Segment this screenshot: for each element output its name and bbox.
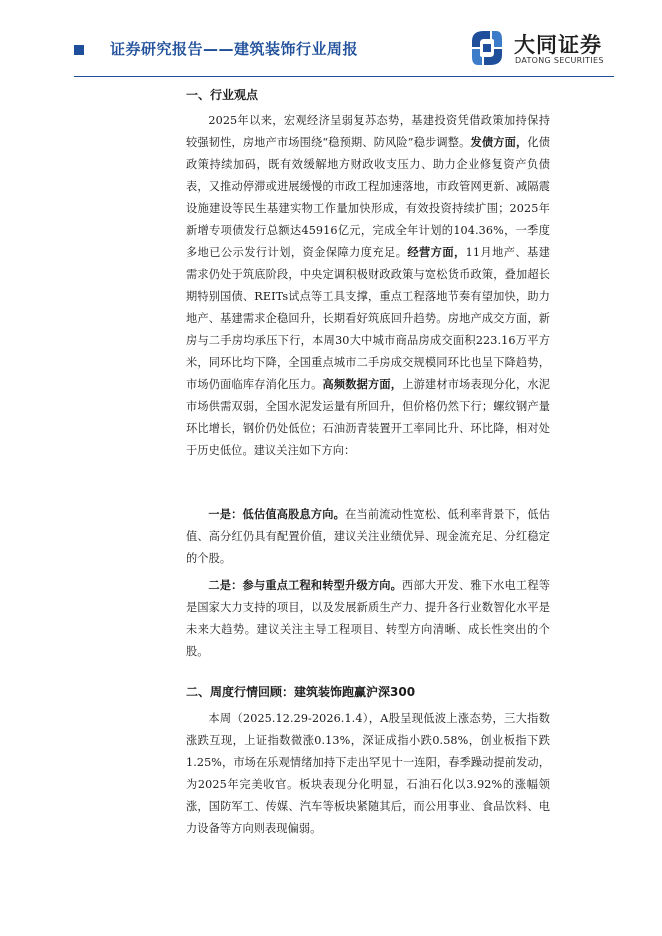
paragraph-direction-one xyxy=(186,504,550,570)
paragraph-direction-two xyxy=(186,575,550,663)
paragraph-text: 11月地产、基建需求仍处于筑底阶段，中央定调积极财政政策与宽松货币政策，叠加超长期特别国债、REITs试点等工具支撑，重点工程落地节奏有望加快，助力地产、基建需求企稳回升，长期看好筑底回升趋势。房地产成交方面，新房与二手房均承压下行，本周30大中城市商品房成交面积223.16万平方米，同环比均下降，全国重点城市二手房成交规模同环比也呈下降趋势，市场仍面临库存消化压力。 xyxy=(186,246,550,391)
paragraph-text: 化债政策持续加码，既有效缓解地方财政收支压力、助力企业修复资产负债表，又推动停滞或进展缓慢的市政工程加速落地，市政管网更新、减隔震设施建设等民生基建实物工作量加快形成，有效投资持续扩围；2025年新增专项债发行总额达45916亿元，完成全年计划的104.36%，一季度多地已公示发行计划，资金保障力度充足。 xyxy=(186,136,550,259)
header-divider xyxy=(74,76,614,77)
report-title: 证券研究报告——建筑装饰行业周报 xyxy=(110,40,359,58)
company-logo xyxy=(466,27,616,73)
label-direction-two: 二是：参与重点工程和转型升级方向。 xyxy=(208,579,403,592)
report-header xyxy=(0,0,662,78)
paragraph-text: 2025年以来，宏观经济呈弱复苏态势，基建投资凭借政策加持保持较强韧性，房地产市场围绕“稳预期、防风险”稳步调整。 xyxy=(186,114,550,149)
label-bond-issuance: 发债方面， xyxy=(470,136,528,149)
label-operations: 经营方面， xyxy=(407,246,466,259)
paragraph-industry-view xyxy=(186,110,550,462)
header-square-marker xyxy=(74,45,84,55)
logo-chinese-name: 大同证券 xyxy=(514,33,602,57)
label-direction-one: 一是：低估值高股息方向。 xyxy=(208,508,346,521)
paragraph-text: 上游建材市场表现分化，水泥市场供需双弱，全国水泥发运量有所回升，但价格仍然下行；螺纹钢产量环比增长，钢价仍处低位；石油沥青装置开工率同比升、环比降，相对处于历史低位。建议关注如下方向： xyxy=(186,378,551,457)
paragraph-text: 西部大开发、雅下水电工程等是国家大力支持的项目，以及发展新质生产力、提升各行业数智化水平是未来大趋势。建议关注主导工程项目、转型方向清晰、成长性突出的个股。 xyxy=(186,579,550,658)
paragraph-weekly-review xyxy=(186,708,550,840)
section-title-weekly-review: 二、周度行情回顾：建筑装饰跑赢沪深300 xyxy=(186,685,416,699)
section-title-industry-view: 一、行业观点 xyxy=(186,88,259,102)
paragraph-text: 在当前流动性宽松、低利率背景下，低估值、高分红仍具有配置价值，建议关注业绩优异、现金流充足、分红稳定的个股。 xyxy=(186,508,550,565)
label-high-frequency: 高频数据方面， xyxy=(322,378,403,391)
datong-logo-icon xyxy=(466,27,508,69)
paragraph-text: 本周（2025.12.29-2026.1.4），A股呈现低波上涨态势，三大指数涨跌互现，上证指数微涨0.13%，深证成指小跌0.58%，创业板指下跌1.25%，市场在乐观情绪加持下走出罕见十一连阳，春季躁动提前发动，为2025年完美收官。板块表现分化明显，石油石化以3.92%的涨幅领涨，国防军工、传媒、汽车等板块紧随其后，而公用事业、食品饮料、电力设备等方向则表现偏弱。 xyxy=(186,712,550,835)
logo-english-name: DATONG SECURITIES xyxy=(515,56,604,65)
